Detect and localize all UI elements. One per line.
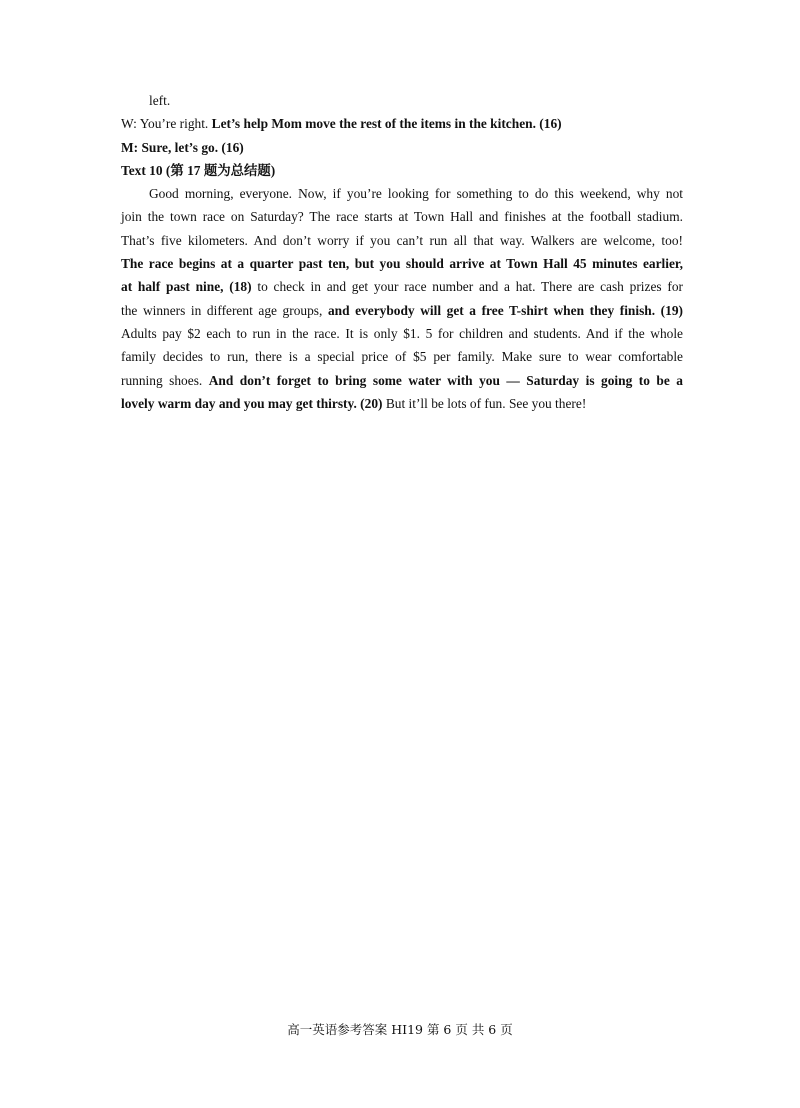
passage-line-9 [121, 369, 683, 392]
dialogue-line-1 [121, 89, 683, 112]
passage-text: But it’ll be lots of fun. See you there! [382, 395, 587, 411]
answer-18-part1: The race begins at a quarter past ten, but you should arrive at Town Hall 45 minutes earlier, [121, 256, 683, 272]
passage-text: the winners in different age groups, [121, 302, 328, 318]
passage-text: Good morning, everyone. Now, if you’re looking for something to do this weekend, why not [149, 186, 683, 202]
speaker-w-text: W: You’re right. [121, 116, 212, 132]
passage-line-7 [121, 322, 683, 345]
page-footer [0, 1020, 800, 1038]
passage-line-3 [121, 229, 683, 252]
answer-20-part2: lovely warm day and you may get thirsty. (20) [121, 395, 383, 411]
dialogue-line-m [121, 136, 683, 159]
passage-line-6 [121, 299, 683, 322]
passage-text: Adults pay $2 each to run in the race. It is only $1. 5 for children and students. And if the whole [121, 325, 683, 341]
passage-line-4 [121, 252, 683, 275]
passage-text: join the town race on Saturday? The race starts at Town Hall and finishes at the football stadium. [121, 209, 683, 225]
dialogue-line-w [121, 112, 683, 135]
footer-text: 高一英语参考答案 HI19 第 6 页 共 6 页 [287, 1022, 513, 1037]
text10-heading [121, 159, 683, 182]
page-body [121, 89, 683, 415]
passage-line-5 [121, 275, 683, 298]
passage-text: running shoes. [121, 372, 209, 388]
answer-18-part2: at half past nine, (18) [121, 279, 252, 295]
passage-text: family decides to run, there is a special price of $5 per family. Make sure to wear comfortable [121, 349, 683, 365]
passage-line-1 [121, 182, 683, 205]
speaker-m-answer: M: Sure, let’s go. (16) [121, 139, 244, 155]
passage-line-8 [121, 345, 683, 368]
speaker-w-answer: Let’s help Mom move the rest of the items in the kitchen. (16) [211, 116, 562, 132]
answer-20-part1: And don’t forget to bring some water with you — Saturday is going to be a [208, 372, 683, 388]
passage-line-2 [121, 205, 683, 228]
answer-19: and everybody will get a free T-shirt when they finish. (19) [327, 302, 683, 318]
passage-line-10 [121, 392, 683, 415]
section-heading: Text 10 (第 17 题为总结题) [121, 162, 276, 178]
passage-text: That’s five kilometers. And don’t worry if you can’t run all that way. Walkers are welcome, too! [121, 232, 683, 248]
dialogue-continuation: left. [149, 93, 171, 108]
passage-text: to check in and get your race number and a hat. There are cash prizes for [251, 279, 683, 295]
